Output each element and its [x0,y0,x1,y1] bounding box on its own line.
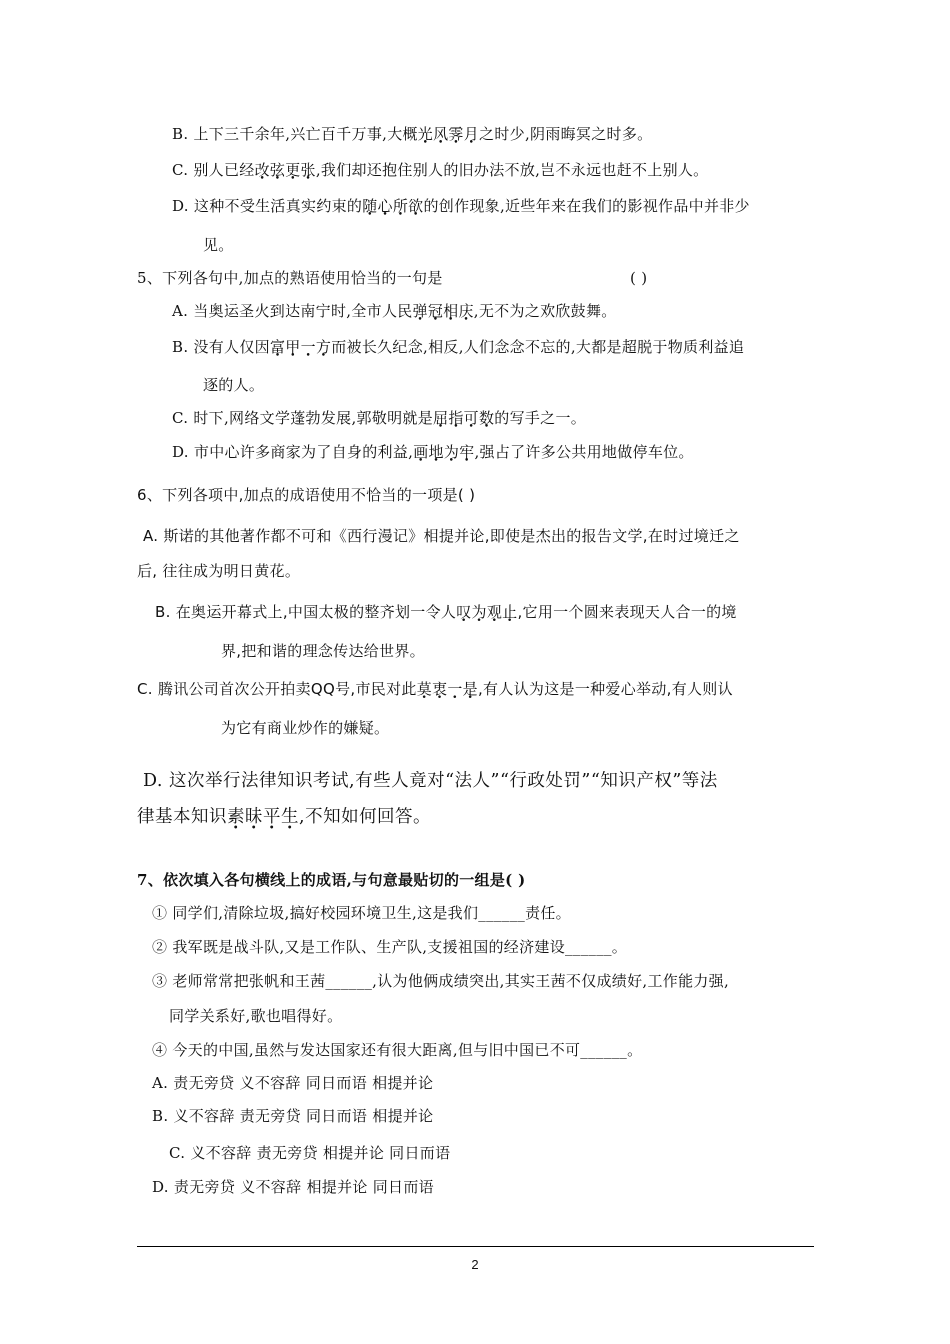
emphasis-dot-char: 屈 [433,409,449,427]
q6-option-c-line2: 为它有商业炒作的嫌疑。 [221,719,390,737]
emphasis-dot-char: 风 [433,125,449,143]
text: ,有人认为这是一种爱心举动,有人则认 [477,680,733,698]
q7-sentence-1: ① 同学们,清除垃圾,搞好校园环境卫生,这是我们______责任。 [152,904,571,922]
q6-option-d-line2 [137,805,431,829]
emphasis-dot-char: 富 [269,338,286,356]
q7-option-d: D. 责无旁贷 义不容辞 相提并论 同日而语 [152,1178,434,1196]
emphasis-dot-char: 指 [448,409,464,427]
q4-option-c [172,160,708,180]
q5-option-a [172,301,617,321]
q7-sentence-4: ④ 今天的中国,虽然与发达国家还有很大距离,但与旧中国已不可______。 [152,1041,643,1059]
text: ,无不为之欢欣鼓舞。 [473,302,617,320]
emphasis-dot-char: 心 [377,197,393,215]
emphasis-dot-char: 可 [463,409,479,427]
emphasis-dot-char: 莫 [416,680,433,698]
emphasis-dot-char: 为 [471,603,487,621]
q4-option-d-line2: 见。 [203,236,234,254]
dotted-idiom [413,443,474,461]
text: 之时少,阴雨晦冥之时多。 [479,125,653,143]
emphasis-dot-char: 为 [443,443,460,461]
emphasis-dot-char: 止 [502,603,518,621]
q4-option-b [172,124,652,144]
q7-option-c: C. 义不容辞 责无旁贷 相提并论 同日而语 [169,1144,451,1162]
text: 而被长久纪念,相反,人们念念不忘的,大都是超脱于物质利益追 [331,338,745,356]
emphasis-dot-char: 改 [254,161,270,179]
emphasis-dot-char: 相 [443,302,459,320]
emphasis-dot-char: 地 [428,443,444,461]
emphasis-dot-char: 一 [447,680,463,698]
emphasis-dot-char: 昧 [245,807,263,827]
emphasis-dot-char: 弹 [412,302,428,320]
footer-divider [137,1246,814,1247]
text: A. 当奥运圣火到达南宁时,全市人民 [172,302,413,320]
emphasis-dot-char: 数 [478,409,495,427]
q7-sentence-2: ② 我军既是战斗队,又是工作队、生产队,支援祖国的经济建设______。 [152,938,628,956]
emphasis-dot-char: 更 [285,161,301,179]
emphasis-dot-char: 是 [462,680,478,698]
emphasis-dot-char: 牢 [459,443,475,461]
dotted-idiom [413,302,474,320]
answer-paren: ( ) [630,269,648,287]
emphasis-dot-char: 画 [413,443,429,461]
text: ,它用一个圆来表现天人合一的境 [517,603,737,621]
text: 的写手之一。 [494,409,587,427]
dotted-idiom [270,338,331,356]
emphasis-dot-char: 张 [300,161,316,179]
emphasis-dot-char: 衷 [432,680,448,698]
q5-option-b-line1 [172,337,744,357]
emphasis-dot-char: 生 [281,807,299,827]
emphasis-dot-char: 庆 [458,302,474,320]
emphasis-dot-char: 叹 [456,603,472,621]
text: 的创作现象,近些年来在我们的影视作品中并非少 [423,197,750,215]
emphasis-dot-char: 光 [417,125,434,143]
emphasis-dot-char: 霁 [448,125,464,143]
dotted-idiom [255,161,316,179]
dotted-idiom [433,409,494,427]
dotted-idiom [418,125,479,143]
dotted-idiom [456,603,517,621]
text: ,强占了许多公共用地做停车位。 [474,443,694,461]
question-text: 5、下列各句中,加点的熟语使用恰当的一句是 [137,269,443,287]
q6-option-a-line2: 后, 往往成为明日黄花。 [137,562,301,580]
q7-stem: 7、依次填入各句横线上的成语,与句意最贴切的一组是( ) [137,871,526,889]
q7-option-a: A. 责无旁贷 义不容辞 同日而语 相提并论 [152,1074,434,1092]
q6-option-b-line2: 界,把和谐的理念传达给世界。 [221,642,425,660]
q6-stem: 6、下列各项中,加点的成语使用不恰当的一项是( ) [137,486,476,504]
text: ,我们却还抱住别人的旧办法不放,岂不永远也赶不上别人。 [315,161,709,179]
text: B. 在奥运开幕式上,中国太极的整齐划一令人 [155,603,457,621]
page-number: 2 [471,1257,479,1272]
q7-sentence-3-line1: ③ 老师常常把张帆和王茜______,认为他俩成绩突出,其实王茜不仅成绩好,工作能力强, [152,972,730,990]
emphasis-dot-char: 冠 [427,302,444,320]
q5-option-d [172,442,694,462]
q5-option-c [172,408,586,428]
text: 律基本知识 [137,807,227,827]
emphasis-dot-char: 甲 [285,338,301,356]
text: B. 上下三千余年,兴亡百千万事,大概 [172,125,418,143]
text: D. 市中心许多商家为了自身的利益, [172,443,414,461]
text: C. 时下,网络文学蓬勃发展,郭敬明就是 [172,409,434,427]
emphasis-dot-char: 月 [463,125,480,143]
q5-stem [137,268,648,288]
q6-option-a-line1: A. 斯诺的其他著作都不可和《西行漫记》相提并论,即使是杰出的报告文学,在时过境迁之 [143,527,740,545]
emphasis-dot-char: 所 [392,197,409,215]
q7-option-b: B. 义不容辞 责无旁贷 同日而语 相提并论 [152,1107,434,1125]
q4-option-d-line1 [172,196,750,216]
text: C. 腾讯公司首次公开拍卖QQ号,市民对此 [137,680,417,698]
q6-option-c-line1 [137,679,733,699]
emphasis-dot-char: 方 [315,338,332,356]
text: D. 这种不受生活真实约束的 [172,197,363,215]
emphasis-dot-char: 观 [486,603,503,621]
dotted-idiom [362,197,423,215]
text: C. 别人已经 [172,161,255,179]
emphasis-dot-char: 素 [227,807,245,827]
q6-option-d-line1: D. 这次举行法律知识考试,有些人竟对“法人”“行政处罚”“知识产权”等法 [143,771,718,791]
q6-option-b-line1 [155,602,737,622]
text: ,不知如何回答。 [299,807,432,827]
emphasis-dot-char: 弦 [269,161,286,179]
emphasis-dot-char: 欲 [408,197,424,215]
dotted-idiom [417,680,478,698]
emphasis-dot-char: 一 [300,338,316,356]
dotted-idiom [227,807,299,827]
q7-sentence-3-line2: 同学关系好,歌也唱得好。 [169,1007,343,1025]
emphasis-dot-char: 随 [362,197,378,215]
text: B. 没有人仅因 [172,338,270,356]
emphasis-dot-char: 平 [263,807,281,827]
q5-option-b-line2: 逐的人。 [203,376,265,394]
